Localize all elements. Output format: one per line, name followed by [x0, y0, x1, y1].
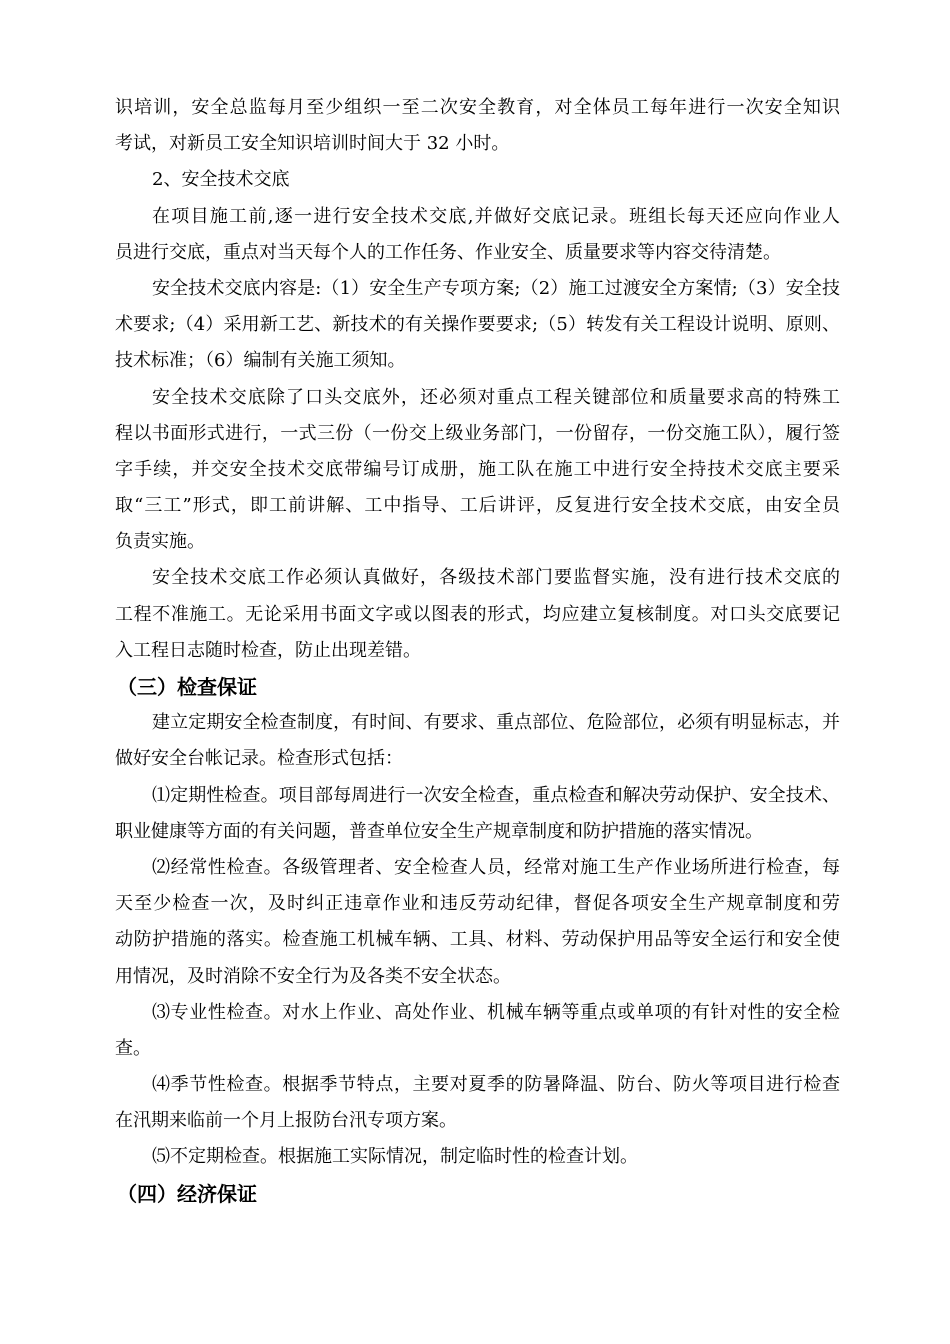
paragraph-irregular-inspection: ⑸不定期检查。根据施工实际情况，制定临时性的检查计划。 — [152, 1146, 638, 1168]
text-line: ⑶专业性检查。对水上作业、高处作业、机械车辆等重点或单项的有针对性的安全检 — [152, 1001, 840, 1023]
text-line: 安全技术交底除了口头交底外，还必须对重点工程关键部位和质量要求高的特殊工 — [152, 386, 840, 408]
paragraph-regular-inspection — [115, 850, 840, 995]
text-line: ⑴定期性检查。项目部每周进行一次安全检查，重点检查和解决劳动保护、安全技术、 — [152, 784, 840, 806]
subsection-title-safety-briefing: 2、安全技术交底 — [152, 169, 290, 191]
text-line: 职业健康等方面的有关问题，普查单位安全生产规章制度和防护措施的落实情况。 — [115, 820, 763, 842]
text-line: 考试，对新员工安全知识培训时间大于 32 小时。 — [115, 133, 510, 155]
text-line: 用情况，及时消除不安全行为及各类不安全状态。 — [115, 965, 511, 987]
text-line: 程以书面形式进行，一式三份（一份交上级业务部门，一份留存，一份交施工队），履行签 — [115, 422, 840, 444]
paragraph-briefing-supervision — [115, 560, 840, 669]
text-line: 识培训，安全总监每月至少组织一至二次安全教育，对全体员工每年进行一次安全知识 — [115, 97, 840, 118]
text-line: ⑷季节性检查。根据季节特点，主要对夏季的防暑降温、防台、防火等项目进行检查 — [152, 1074, 840, 1096]
text-line: 安全技术交底内容是:（1）安全生产专项方案;（2）施工过渡安全方案情;（3）安全技 — [152, 277, 840, 299]
text-line: 做好安全台帐记录。检查形式包括： — [115, 748, 403, 770]
text-line: 在项目施工前,逐一进行安全技术交底,并做好交底记录。班组长每天还应向作业人 — [152, 205, 840, 227]
text-line: 动防护措施的落实。检查施工机械车辆、工具、材料、劳动保护用品等安全运行和安全使 — [115, 929, 840, 951]
text-line: 安全技术交底工作必须认真做好，各级技术部门要监督实施，没有进行技术交底的 — [152, 567, 840, 589]
paragraph-periodic-inspection — [115, 778, 840, 850]
section-heading-inspection: （三）检查保证 — [117, 675, 257, 699]
text-line: 字手续，并交安全技术交底带编号订成册，施工队在施工中进行安全持技术交底主要采 — [115, 458, 840, 480]
paragraph-specialized-inspection — [115, 995, 840, 1067]
paragraph-inspection-system — [115, 705, 840, 777]
paragraph-briefing-content — [115, 271, 840, 380]
text-line: 术要求;（4）采用新工艺、新技术的有关操作要要求;（5）转发有关工程设计说明、原则、 — [115, 314, 840, 336]
paragraph-seasonal-inspection — [115, 1067, 840, 1139]
paragraph-briefing-before-construction — [115, 199, 840, 271]
paragraph-written-briefing — [115, 380, 840, 561]
text-line: 负责实施。 — [115, 531, 205, 553]
text-line: 查。 — [115, 1037, 151, 1059]
text-line: 技术标准；（6）编制有关施工须知。 — [115, 350, 406, 372]
text-line: ⑵经常性检查。各级管理者、安全检查人员，经常对施工生产作业场所进行检查，每 — [152, 856, 840, 878]
text-line: 员进行交底，重点对当天每个人的工作任务、作业安全、质量要求等内容交待清楚。 — [115, 241, 781, 263]
document-body — [115, 90, 840, 1212]
text-line: 天至少检查一次，及时纠正违章作业和违反劳动纪律，督促各项安全生产规章制度和劳 — [115, 893, 840, 915]
text-line: 入工程日志随时检查，防止出现差错。 — [115, 639, 421, 661]
text-line: 在汛期来临前一个月上报防台汛专项方案。 — [115, 1110, 457, 1132]
section-heading-economic: （四）经济保证 — [117, 1181, 257, 1206]
text-line: 工程不准施工。无论采用书面文字或以图表的形式，均应建立复核制度。对口头交底要记 — [115, 603, 840, 625]
text-line: 取“三工”形式，即工前讲解、工中指导、工后讲评，反复进行安全技术交底，由安全员 — [115, 495, 840, 517]
text-line: 建立定期安全检查制度，有时间、有要求、重点部位、危险部位，必须有明显标志，并 — [152, 712, 840, 734]
paragraph-training-continued — [115, 90, 840, 162]
